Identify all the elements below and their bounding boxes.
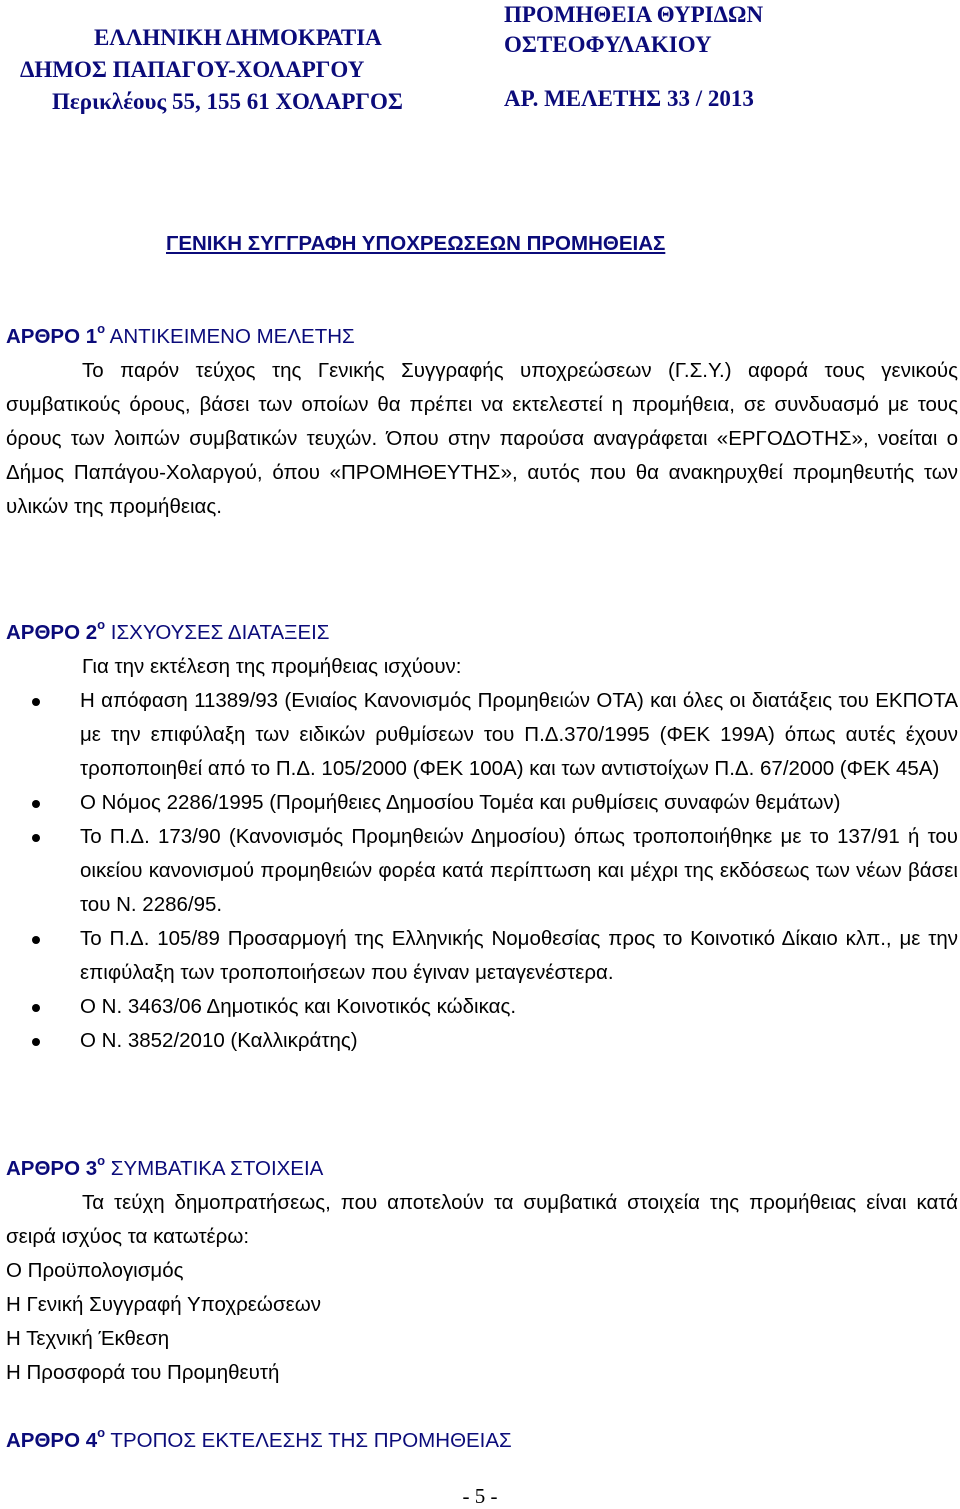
bullet-icon (32, 698, 40, 706)
article-title: ΙΣΧΥΟΥΣΕΣ ΔΙΑΤΑΞΕΙΣ (110, 621, 330, 644)
article-title: ΤΡΟΠΟΣ ΕΚΤΕΛΕΣΗΣ ΤΗΣ ΠΡΟΜΗΘΕΙΑΣ (110, 1429, 512, 1452)
article-label: ΑΡΘΡΟ 1 (6, 325, 98, 348)
list-item: Το Π.Δ. 173/90 (Κανονισμός Προμηθειών Δημοσίου) όπως τροποποιήθηκε με το 137/91 ή του οικείου κανονισμού προμηθειών φορέα κατά περίπτωση και μέχρι της εκδόσεως των νέων βάσει του Ν. 2286/95. (6, 820, 958, 922)
article-1 (6, 320, 958, 524)
header-project-line1: ΠΡΟΜΗΘΕΙΑ ΘΥΡΙΔΩΝ (504, 2, 764, 27)
bullet-icon (32, 800, 40, 808)
document-title: ΓΕΝΙΚΗ ΣΥΓΓΡΑΦΗ ΥΠΟΧΡΕΩΣΕΩΝ ΠΡΟΜΗΘΕΙΑΣ (166, 232, 666, 255)
list-item: Το Π.Δ. 105/89 Προσαρμογή της Ελληνικής Νομοθεσίας προς το Κοινοτικό Δίκαιο κλπ., με την επιφύλαξη των τροποποιήσεων που έγιναν μεταγενέστερα. (6, 922, 958, 990)
article-4 (6, 1424, 958, 1458)
list-item: Ο Ν. 3463/06 Δημοτικός και Κοινοτικός κώδικας. (6, 990, 958, 1024)
article-1-text: Το παρόν τεύχος της Γενικής Συγγραφής υποχρεώσεων (Γ.Σ.Υ.) αφορά τους γενικούς συμβατικούς όρους, βάσει των οποίων θα πρέπει να εκτελεστεί η προμήθεια, σε συνδυασμό με τους όρους των λοιπών συμβατικών τευχών. Όπου στην παρούσα αναγράφεται «ΕΡΓΟΔΟΤΗΣ», νοείται ο Δήμος Παπάγου-Χολαργού, όπου «ΠΡΟΜΗΘΕΥΤΗΣ», αυτός που θα ανακηρυχθεί προμηθευτής των υλικών της προμήθειας. (6, 359, 958, 518)
contract-item: Ο Προϋπολογισμός (6, 1259, 184, 1282)
list-item: Ο Ν. 3852/2010 (Καλλικράτης) (6, 1024, 958, 1058)
bullet-icon (32, 1004, 40, 1012)
article-1-heading: ΑΡΘΡΟ $1^o$ ΑΝΤΙΚΕΙΜΕΝΟ ΜΕΛΕΤΗΣ (6, 321, 355, 348)
article-3-heading: ΑΡΘΡΟ $3^o$ ΣΥΜΒΑΤΙΚΑ ΣΤΟΙΧΕΙΑ (6, 1153, 324, 1180)
article-label: ΑΡΘΡΟ 2 (6, 621, 98, 644)
legislation-list (6, 684, 958, 1058)
article-2-heading: ΑΡΘΡΟ $2^o$ ΙΣΧΥΟΥΣΕΣ ΔΙΑΤΑΞΕΙΣ (6, 617, 330, 644)
article-3-text: Τα τεύχη δημοπρατήσεως, που αποτελούν τα συμβατικά στοιχεία της προμήθειας είναι κατά σειρά ισχύος τα κατωτέρω: (6, 1191, 958, 1248)
article-title: ΑΝΤΙΚΕΙΜΕΝΟ ΜΕΛΕΤΗΣ (109, 325, 355, 348)
header-municipality: ΔΗΜΟΣ ΠΑΠΑΓΟΥ-ΧΟΛΑΡΓΟΥ (20, 57, 365, 82)
list-item: Η απόφαση 11389/93 (Ενιαίος Κανονισμός Προμηθειών ΟΤΑ) και όλες οι διατάξεις του ΕΚΠΟΤΑ με την επιφύλαξη των ειδικών ρυθμίσεων του Π.Δ.370/1995 (ΦΕΚ 199Α) όπως αυτές έχουν τροποποιηθεί από το Π.Δ. 105/2000 (ΦΕΚ 100Α) και των αντιστοίχων Π.Δ. 67/2000 (ΦΕΚ 45Α) (6, 684, 958, 786)
bullet-icon (32, 936, 40, 944)
article-label: ΑΡΘΡΟ 4 (6, 1429, 98, 1452)
contract-item: Η Προσφορά του Προμηθευτή (6, 1361, 280, 1384)
header-republic: ΕΛΛΗΝΙΚΗ ΔΗΜΟΚΡΑΤΙΑ (94, 25, 382, 50)
article-3 (6, 1152, 958, 1390)
page-number: - 5 - (462, 1484, 498, 1508)
header-address: Περικλέους 55, 155 61 ΧΟΛΑΡΓΟΣ (52, 89, 403, 114)
contract-item: Η Τεχνική Έκθεση (6, 1327, 170, 1350)
article-title: ΣΥΜΒΑΤΙΚΑ ΣΤΟΙΧΕΙΑ (110, 1157, 324, 1180)
article-4-heading: ΑΡΘΡΟ $4^o$ ΤΡΟΠΟΣ ΕΚΤΕΛΕΣΗΣ ΤΗΣ ΠΡΟΜΗΘΕΙΑΣ (6, 1425, 512, 1452)
bullet-icon (32, 834, 40, 842)
header-project-line2: ΟΣΤΕΟΦΥΛΑΚΙΟΥ (504, 32, 712, 57)
contract-item: Η Γενική Συγγραφή Υποχρεώσεων (6, 1293, 321, 1316)
article-2-intro: Για την εκτέλεση της προμήθειας ισχύουν: (82, 655, 462, 678)
header-study-number: ΑΡ. ΜΕΛΕΤΗΣ 33 / 2013 (504, 86, 754, 111)
list-item: Ο Νόμος 2286/1995 (Προμήθειες Δημοσίου Τομέα και ρυθμίσεις συναφών θεμάτων) (6, 786, 958, 820)
bullet-icon (32, 1038, 40, 1046)
header-left (20, 22, 490, 118)
header-right (504, 0, 944, 114)
article-label: ΑΡΘΡΟ 3 (6, 1157, 98, 1180)
article-2 (6, 616, 958, 1058)
